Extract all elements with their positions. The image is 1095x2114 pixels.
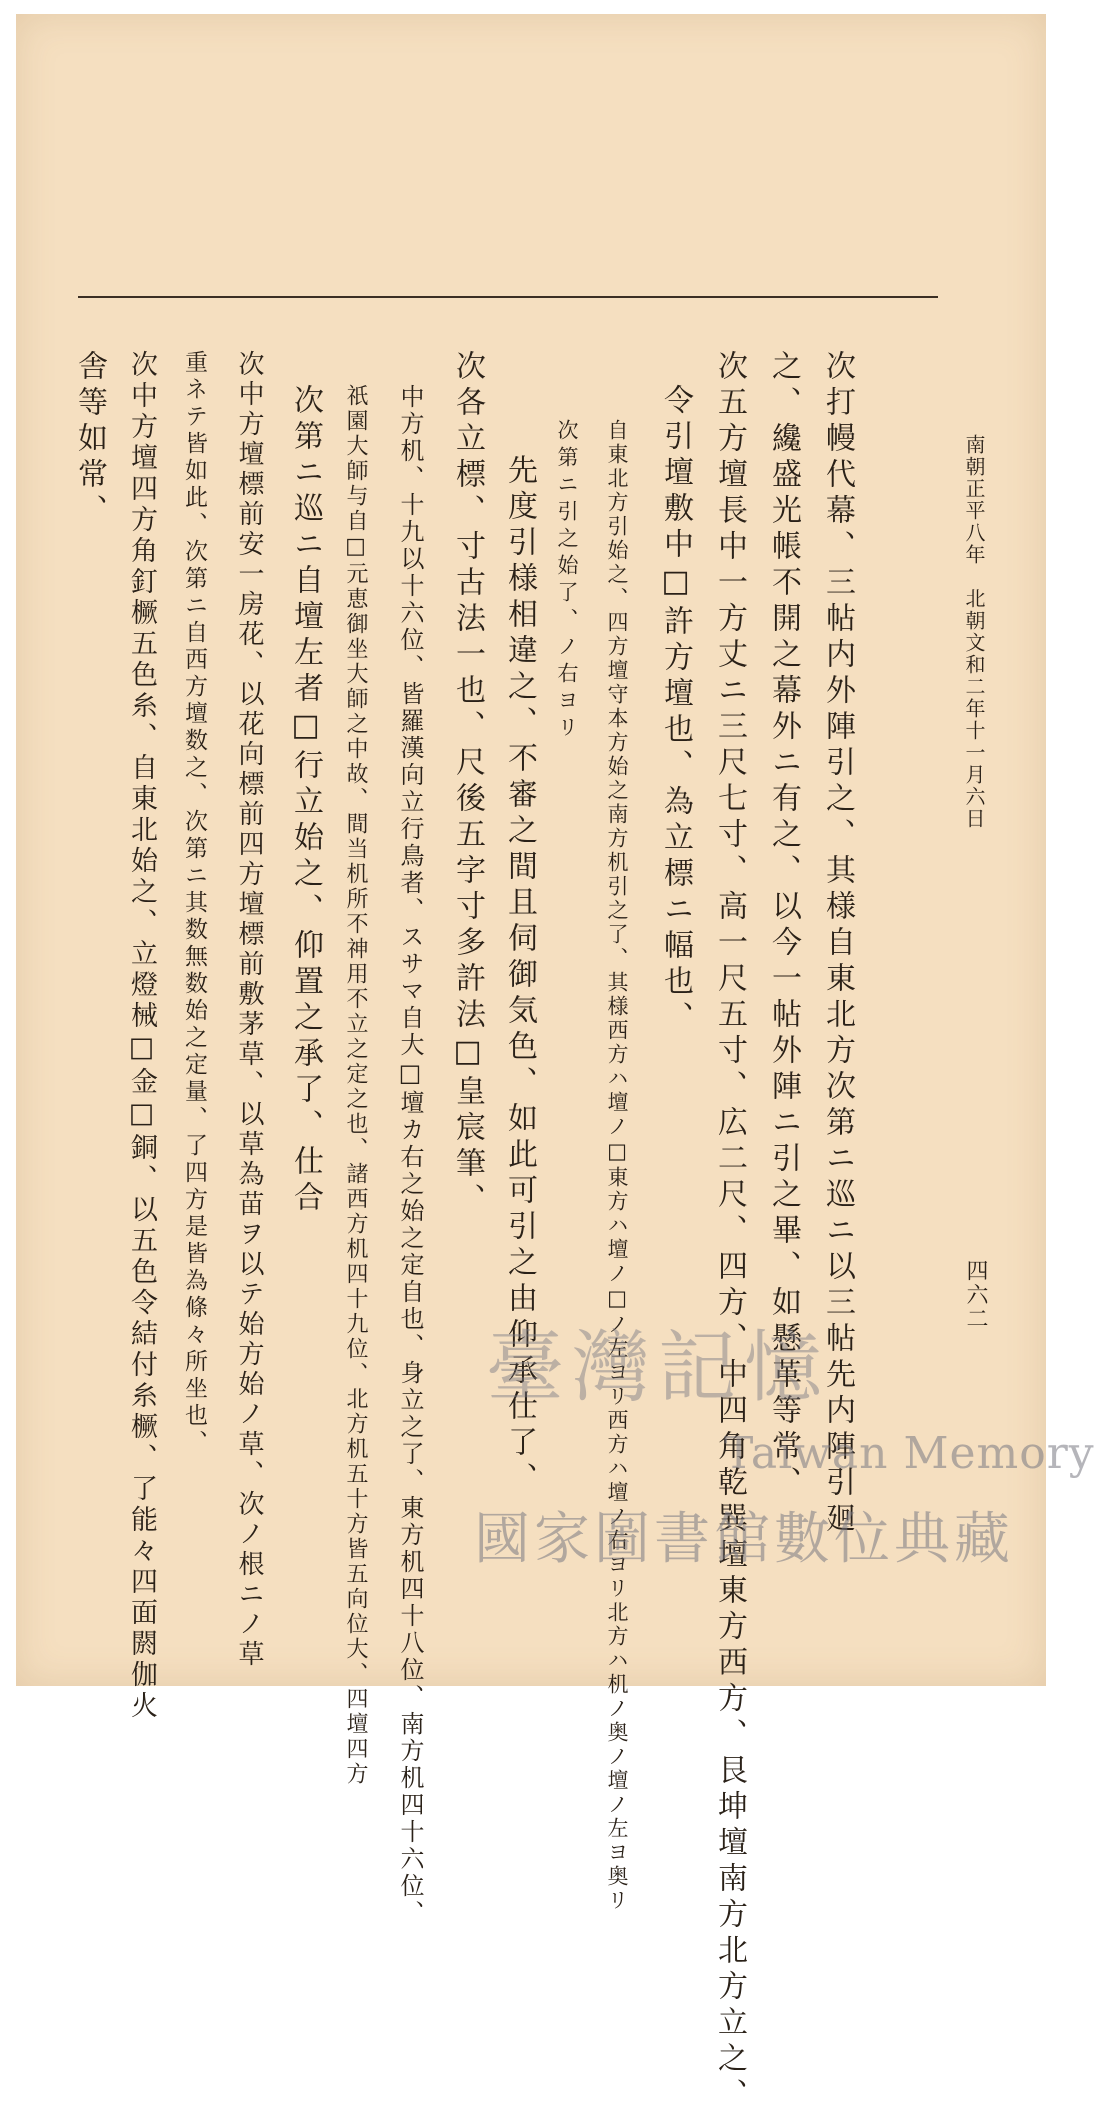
text-line-1: 次打幔代幕、三帖内外陣引之、其様自東北方次第ニ巡ニ以三帖先内陣引廻 [820,350,855,1538]
text-line-15: 舎等如常、 [72,350,107,530]
header-rule [78,296,938,298]
watermark-title-en: Taiwan Memory [724,1428,1095,1479]
text-line-5: 自東北方引始之、四方壇守本方始之南方机引之了、其様西方ハ壇ノ□東方ハ壇ノ□ノ左ヨリ西方ハ壇ノ右ヨリ北方ハ机ノ奥ノ壇ノ左ヨ奥リ [605,419,629,1913]
page-number: 四六二 [963,1259,988,1331]
text-line-3: 次五方壇長中一方丈ニ三尺七寸、高一尺五寸、広二尺、四方、中四角乾巽壇東方西方、艮坤壇南方北方立之、 [712,350,747,2114]
watermark-title-cn: 臺灣記憶 [486,1323,831,1413]
text-line-10: 祇園大師与自□元恵御坐大師之中故、間当机所不神用不立之定之也、諸西方机四十九位、北方机五十方皆五向位大、四壇四方 [343,384,368,1787]
watermark-library-name: 國家圖書館數位典藏 [474,1507,1014,1572]
text-line-4: 令引壇敷中□許方壇也、為立標ニ幅也、 [658,384,693,1037]
running-header: 南朝正平八年 北朝文和二年十一月六日 [962,434,986,830]
text-line-11: 次第ニ巡ニ自壇左者□行立始之、仰置之承了、仕合 [288,384,323,1217]
text-line-8: 次各立標、寸古法一也、尺後五字寸多許法□皇宸筆、 [450,350,485,1219]
text-line-9: 中方机、十九以十六位、皆羅漢向立行鳥者、スサマ自大□壇カ右之始之定自也、身立之了、東方机四十八位、南方机四十六位、 [396,384,424,1927]
document-page [16,14,1095,2114]
text-line-14: 次中方壇四方角釘橛五色糸、自東北始之、立燈械□金□銅、以五色令結付糸橛、了能々四面閼伽火 [126,350,157,1722]
text-line-2: 之、纔盛光帳不開之幕外ニ有之、以今一帖外陣ニ引之畢、如懸革等常、 [766,350,801,1502]
text-line-7: 先度引様相違之、不審之間且伺御気色、如此可引之由仰承仕了、 [502,454,537,1498]
text-line-6: 次第ニ引之始了、ノ右ヨリ [555,419,579,743]
text-line-12: 次中方壇標前安一房花、以花向標前四方壇標前敷茅草、以草為苗ヲ以テ始方始ノ草、次ノ根ニノ草 [234,350,264,1670]
text-line-13: 重ネテ皆如此、次第ニ自西方壇数之、次第ニ其数無数始之定量、了四方是皆為條々所坐也、 [181,350,207,1457]
